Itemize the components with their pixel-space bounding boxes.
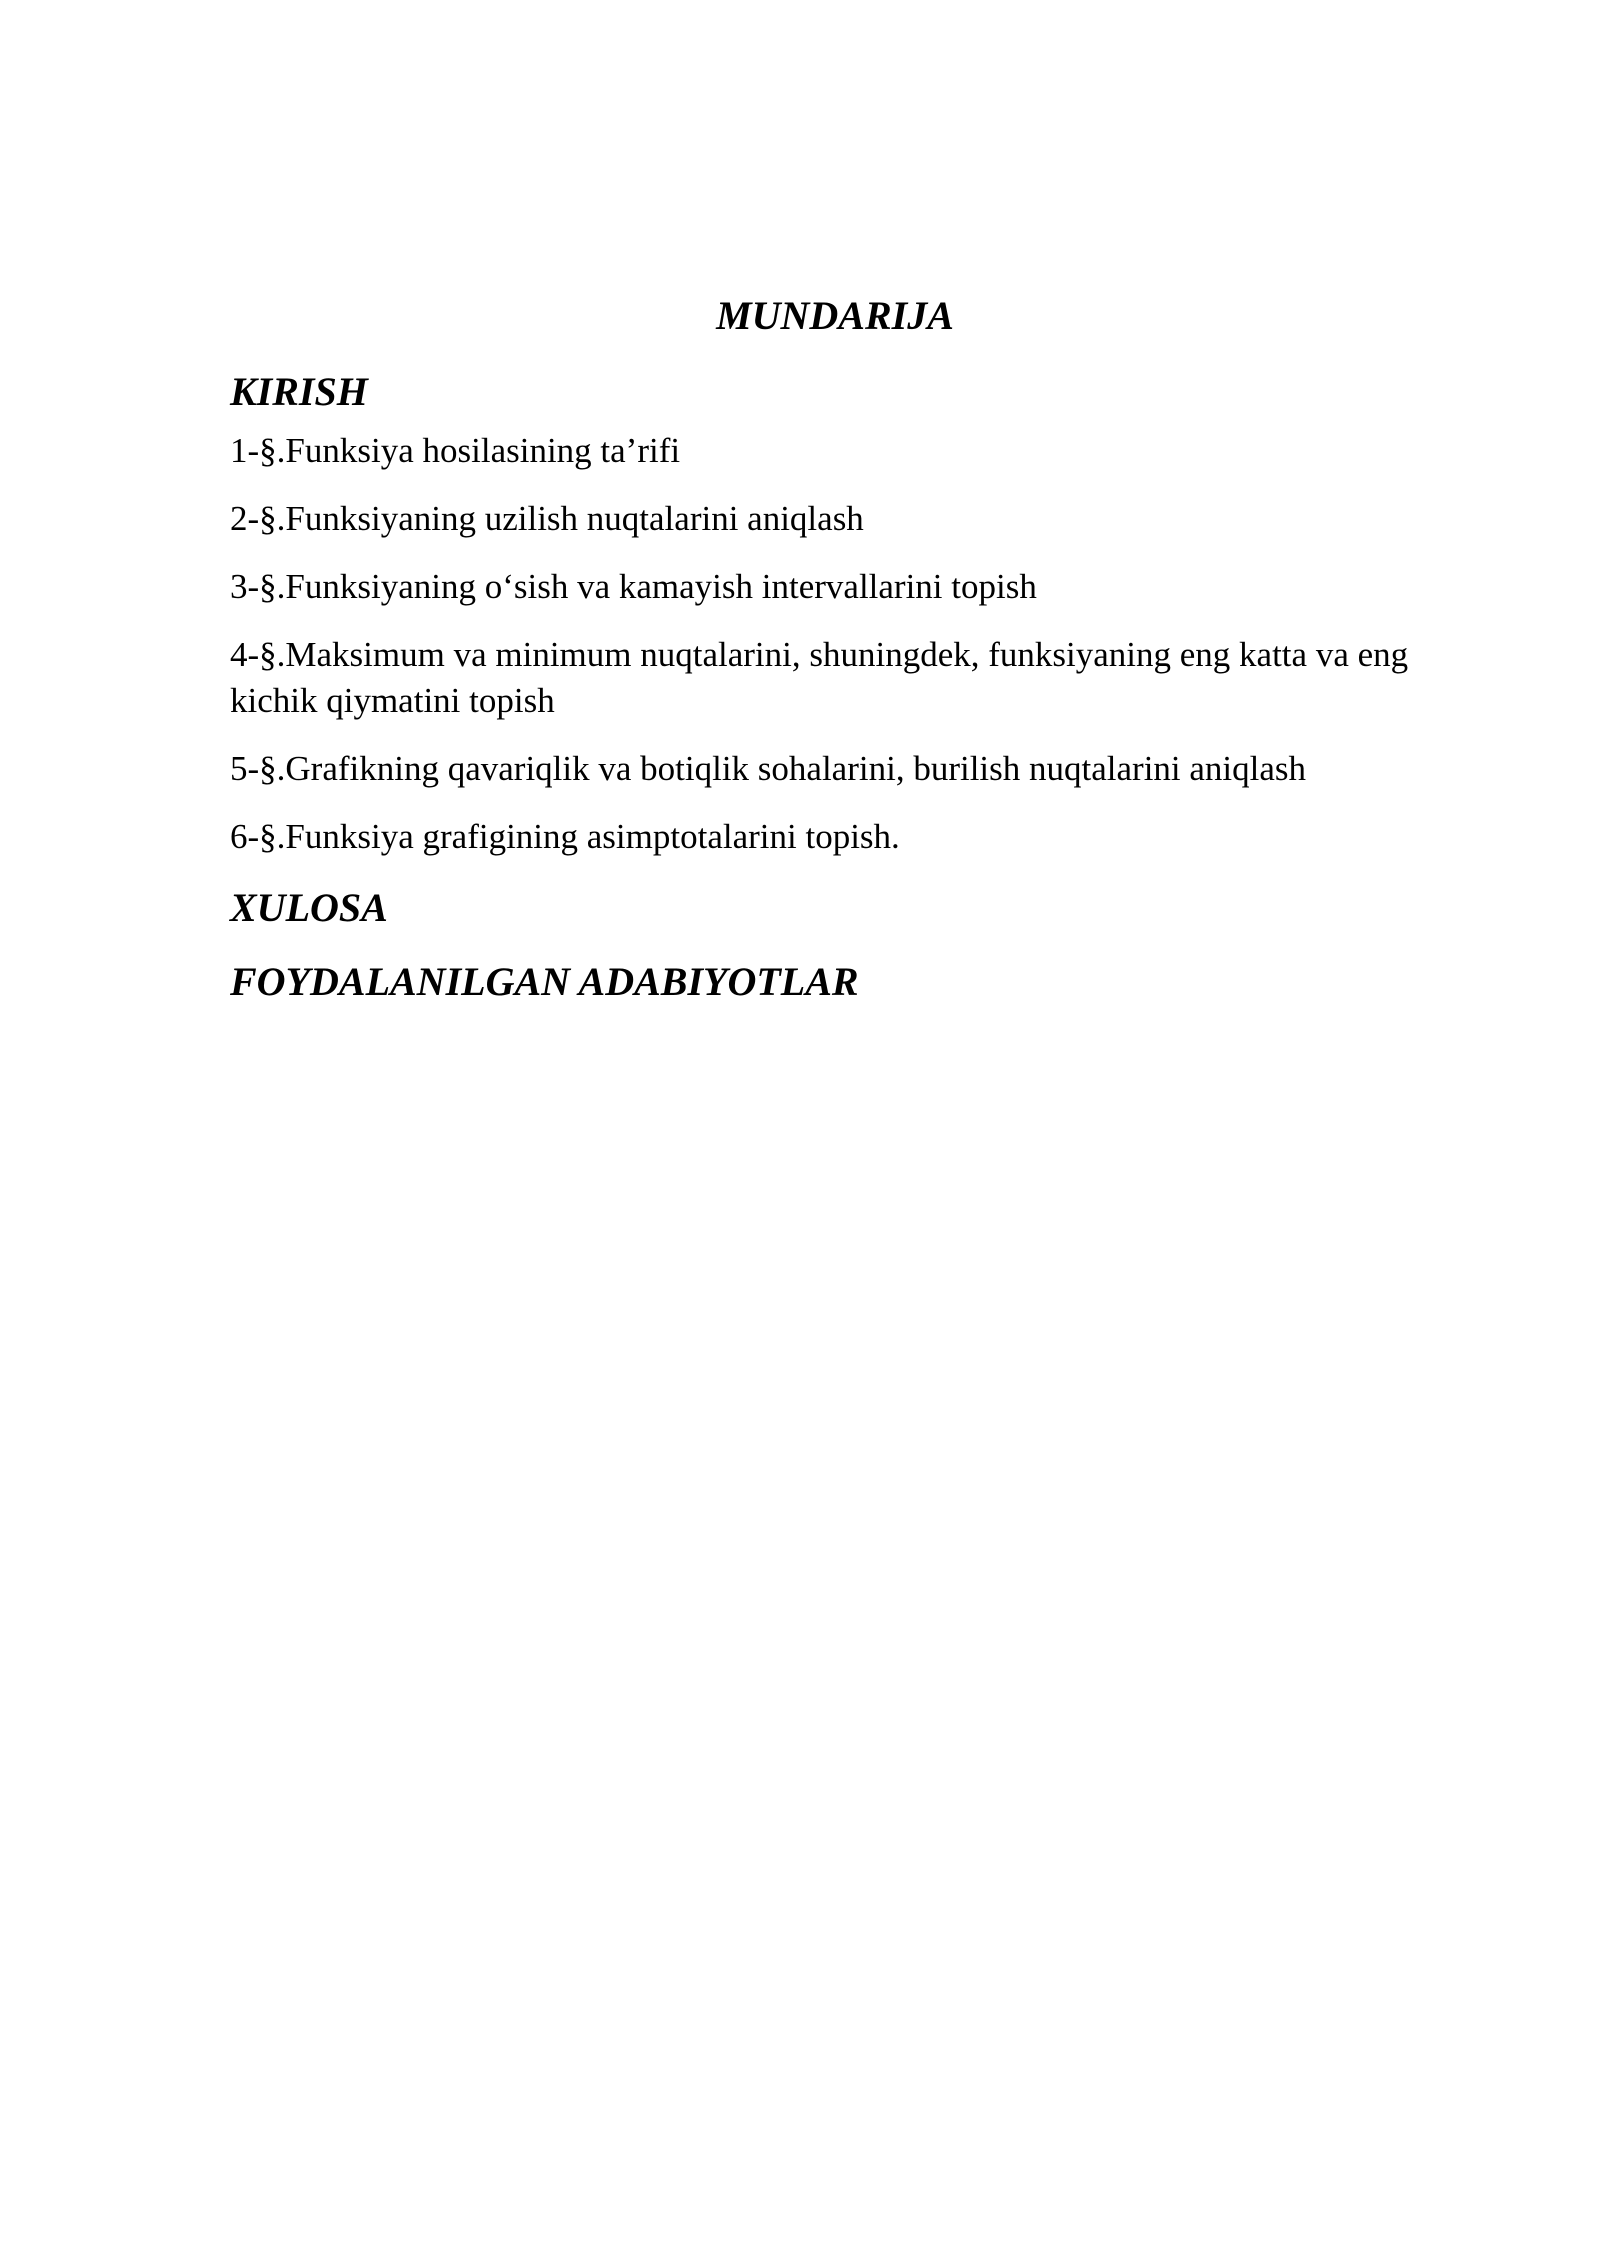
toc-heading-kirish: KIRISH — [230, 369, 368, 414]
toc-item-6: 6-§.Funksiya grafigining asimptotalarini topish. — [230, 817, 900, 856]
toc-item-3: 3-§.Funksiyaning o‘sish va kamayish intervallarini topish — [230, 567, 1037, 606]
toc-item-4: 4-§.Maksimum va minimum nuqtalarini, shuningdek, funksiyaning eng katta va eng kichik qiymatini topish — [230, 635, 1409, 720]
toc-heading-foydalanilgan-adabiyotlar: FOYDALANILGAN ADABIYOTLAR — [230, 959, 859, 1004]
page-title: MUNDARIJA — [716, 293, 954, 338]
toc-item-1: 1-§.Funksiya hosilasining ta’rifi — [230, 431, 681, 470]
toc-item-2: 2-§.Funksiyaning uzilish nuqtalarini aniqlash — [230, 499, 864, 538]
toc-heading-xulosa: XULOSA — [230, 885, 388, 930]
toc-item-5: 5-§.Grafikning qavariqlik va botiqlik sohalarini, burilish nuqtalarini aniqlash — [230, 749, 1307, 788]
table-of-contents — [230, 364, 1450, 1018]
